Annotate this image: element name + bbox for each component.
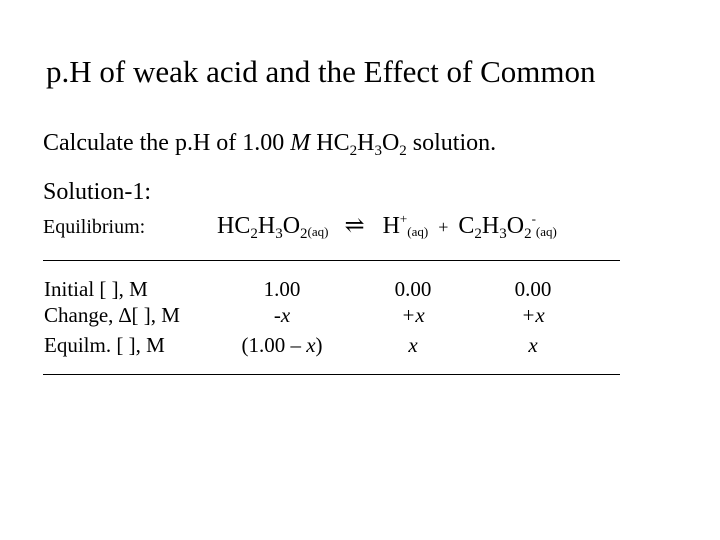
charge: + (399, 211, 408, 226)
formula-subscript: 3 (499, 226, 507, 242)
formula-subscript: 3 (275, 226, 283, 242)
formula-part: HC (316, 130, 350, 156)
formula-part: O (506, 213, 525, 239)
problem-statement (43, 131, 496, 159)
eq-acid-var: x (306, 333, 316, 357)
equilibrium-base-value: x (528, 333, 538, 357)
reaction-equation (217, 212, 557, 242)
change-h-value: +x (401, 303, 425, 327)
formula-subscript: 2 (524, 226, 532, 242)
initial-acid: 1.00 (263, 277, 301, 301)
initial-h: 0.00 (394, 277, 432, 301)
reactant (217, 213, 329, 242)
equilibrium-arrow-icon: ⇌ (344, 213, 365, 239)
formula-part: H (257, 213, 276, 239)
formula-subscript: 2 (250, 226, 258, 242)
row-label-change: Change, ∆[ ], M (44, 303, 180, 327)
plus-sign: + (438, 217, 449, 237)
formula (316, 130, 407, 159)
formula-subscript: 2 (349, 143, 358, 159)
initial-base: 0.00 (514, 277, 552, 301)
eq-acid-close: ) (315, 333, 323, 357)
solution-heading: Solution-1: (43, 179, 152, 205)
equilibrium-base (493, 335, 573, 356)
change-acid (212, 305, 352, 326)
formula-subscript: 2 (300, 226, 308, 242)
formula-part: H (357, 130, 375, 156)
product-hydrogen (383, 213, 429, 239)
table-top-rule (43, 260, 620, 261)
product-acetate (458, 211, 557, 242)
formula-subscript: 3 (374, 143, 382, 159)
row-label-equilibrium: Equilm. [ ], M (44, 333, 165, 357)
equilibrium-h-value: x (408, 333, 418, 357)
formula-part: H (382, 213, 400, 239)
phase-label: (aq) (307, 224, 329, 239)
formula-subscript: 2 (399, 143, 407, 159)
phase-label: (aq) (407, 224, 429, 239)
eq-acid-open: (1.00 – (241, 333, 307, 357)
molar-unit: M (290, 130, 311, 156)
table-bottom-rule (43, 374, 620, 375)
change-h (373, 305, 453, 326)
formula-part: C (458, 213, 475, 239)
equilibrium-label: Equilibrium: (43, 216, 146, 238)
prompt-text-end: solution. (406, 130, 497, 156)
row-label-initial: Initial [ ], M (44, 277, 148, 301)
change-base (493, 305, 573, 326)
equilibrium-acid (212, 335, 352, 356)
formula-part: O (282, 213, 301, 239)
charge: - (531, 211, 536, 226)
formula-part: O (381, 130, 400, 156)
formula-part: HC (217, 213, 251, 239)
phase-label: (aq) (535, 224, 557, 239)
prompt-text: Calculate the p.H of 1.00 (43, 130, 291, 156)
equilibrium-h (373, 335, 453, 356)
change-base-value: +x (521, 303, 545, 327)
change-acid-value: -x (273, 303, 291, 327)
slide-title: p.H of weak acid and the Effect of Common (46, 54, 596, 89)
formula-subscript: 2 (474, 226, 482, 242)
formula-part: H (481, 213, 500, 239)
